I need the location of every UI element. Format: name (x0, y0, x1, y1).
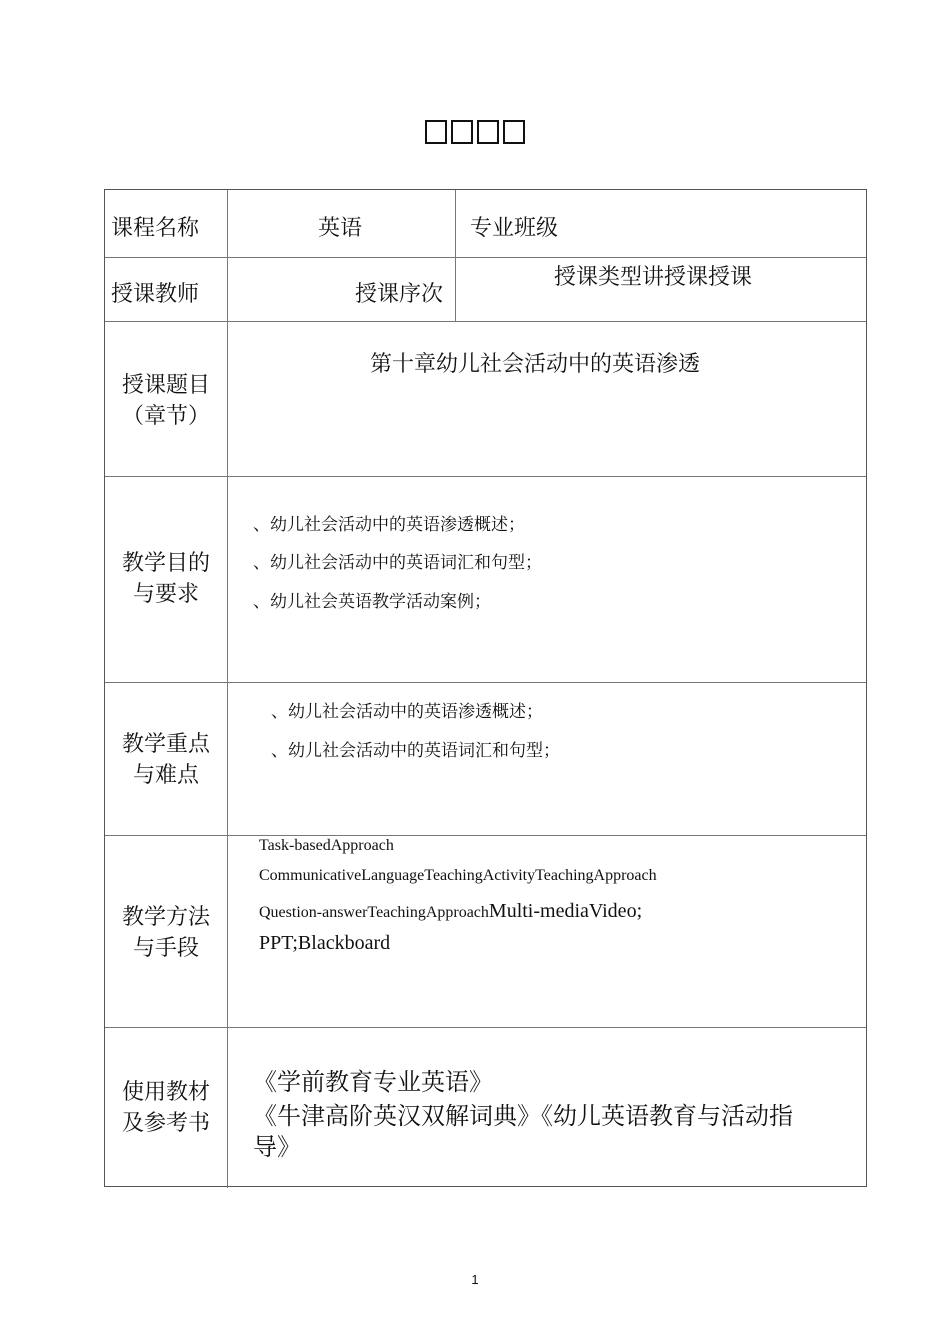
topic-label-line1: 授课题目 (121, 373, 210, 398)
methods-label (105, 902, 227, 964)
material-line: 《牛津高阶英汉双解词典》《幼儿英语教育与活动指 (253, 1102, 793, 1130)
method-line: CommunicativeLanguageTeachingActivityTeachingApproach (259, 867, 657, 884)
objective-item: 、幼儿社会英语教学活动案例； (253, 592, 491, 612)
method-line: PPT;Blackboard (259, 932, 391, 954)
objectives-label-line1: 教学目的 (121, 551, 210, 576)
objectives-label (105, 548, 227, 610)
methods-label-line2: 与手段 (132, 936, 199, 961)
title-glyph (451, 120, 473, 144)
method-line-part: Multi-mediaVideo; (488, 900, 643, 922)
sequence-label: 授课序次 (355, 282, 444, 307)
row-divider (105, 257, 866, 258)
page-number: 1 (471, 1272, 479, 1287)
column-divider (227, 190, 228, 1188)
lesson-plan-table (104, 189, 867, 1187)
material-line: 导》 (253, 1133, 301, 1161)
column-divider (455, 190, 456, 321)
method-line: Task-basedApproach (259, 837, 394, 854)
row-divider (105, 321, 866, 322)
topic-value: 第十章幼儿社会活动中的英语渗透 (370, 352, 701, 377)
keypoint-item: 、幼儿社会活动中的英语词汇和句型； (271, 741, 560, 761)
course-name-label: 课程名称 (111, 216, 200, 241)
row-divider (105, 476, 866, 477)
methods-label-line1: 教学方法 (121, 905, 210, 930)
method-line (259, 897, 642, 923)
objective-item: 、幼儿社会活动中的英语词汇和句型； (253, 553, 542, 573)
major-class-label: 专业班级 (470, 216, 559, 241)
topic-label-line2: （章节） (121, 404, 210, 429)
title-glyph (477, 120, 499, 144)
course-name-value: 英语 (318, 216, 363, 241)
keypoints-label (105, 729, 227, 791)
materials-label-line1: 使用教材 (121, 1080, 210, 1105)
method-line-part: Question-answerTeachingApproach (259, 904, 489, 921)
title-glyph (503, 120, 525, 144)
materials-label (105, 1077, 227, 1139)
row-divider (105, 1027, 866, 1028)
objective-item: 、幼儿社会活动中的英语渗透概述； (253, 515, 525, 535)
materials-label-line2: 及参考书 (121, 1111, 210, 1136)
keypoint-item: 、幼儿社会活动中的英语渗透概述； (271, 702, 543, 722)
material-line: 《学前教育专业英语》 (253, 1068, 493, 1096)
keypoints-label-line1: 教学重点 (121, 732, 210, 757)
keypoints-label-line2: 与难点 (132, 763, 199, 788)
document-title (0, 116, 950, 146)
row-divider (105, 682, 866, 683)
objectives-label-line2: 与要求 (132, 582, 199, 607)
row-divider (105, 835, 866, 836)
teacher-label: 授课教师 (111, 282, 200, 307)
teaching-type-text: 授课类型讲授课授课 (554, 265, 753, 290)
topic-label (105, 370, 227, 432)
title-glyph (425, 120, 447, 144)
